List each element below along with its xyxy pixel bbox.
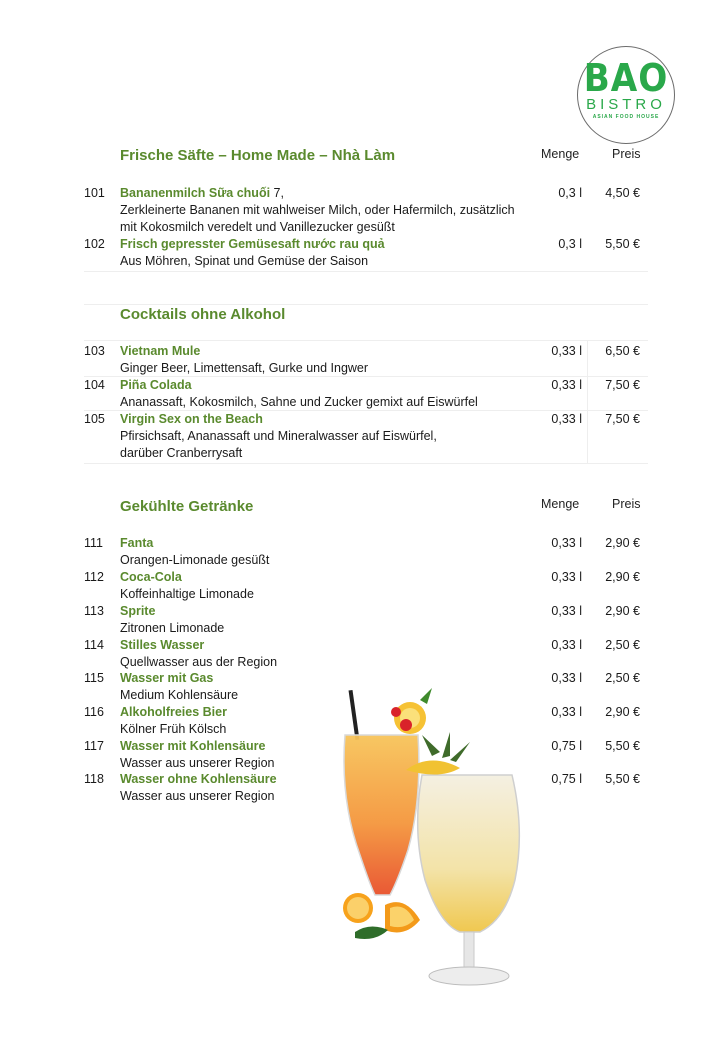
section-title-fresh-juices: Frische Säfte – Home Made – Nhà Làm: [120, 147, 396, 164]
divider: [84, 304, 648, 305]
divider: [84, 340, 648, 341]
item-price: 2,90 €: [605, 536, 640, 550]
item-description: Ananassaft, Kokosmilch, Sahne und Zucker gemixt auf Eiswürfel: [120, 395, 478, 409]
item-description-line2: darüber Cranberrysaft: [120, 446, 243, 460]
item-quantity: 0,3 l: [558, 186, 582, 200]
item-name: Vietnam Mule: [120, 344, 201, 358]
item-name: Wasser mit Kohlensäure: [120, 739, 266, 753]
item-price: 5,50 €: [605, 237, 640, 251]
item-name: Virgin Sex on the Beach: [120, 412, 263, 426]
item-price: 5,50 €: [605, 739, 640, 753]
divider: [84, 463, 648, 464]
item-number: 104: [84, 378, 105, 392]
item-description: Medium Kohlensäure: [120, 688, 239, 702]
column-header-quantity: Menge: [541, 147, 580, 161]
item-number: 105: [84, 412, 105, 426]
item-number: 101: [84, 186, 105, 200]
item-quantity: 0,33 l: [551, 570, 582, 584]
column-header-price: Preis: [612, 497, 641, 511]
item-description: Wasser aus unserer Region: [120, 756, 275, 770]
item-name: Fanta: [120, 536, 154, 550]
item-number: 112: [84, 570, 104, 584]
item-description: Koffeinhaltige Limonade: [120, 587, 254, 601]
logo-subtitle: ASIAN FOOD HOUSE: [592, 114, 660, 120]
item-price: 2,50 €: [605, 671, 640, 685]
item-description: Aus Möhren, Spinat und Gemüse der Saison: [120, 254, 369, 268]
cocktail-illustration: [330, 680, 530, 1000]
item-description: Wasser aus unserer Region: [120, 789, 275, 803]
item-name: Wasser mit Gas: [120, 671, 214, 685]
item-number: 113: [84, 604, 104, 618]
item-description: Zerkleinerte Bananen mit wahlweiser Milch, oder Hafermilch, zusätzlich: [120, 203, 515, 217]
item-price: 2,90 €: [605, 705, 640, 719]
item-description: Ginger Beer, Limettensaft, Gurke und Ingwer: [120, 361, 369, 375]
column-header-price: Preis: [612, 147, 641, 161]
item-quantity: 0,33 l: [551, 671, 582, 685]
item-name: Coca-Cola: [120, 570, 182, 584]
item-name: Wasser ohne Kohlensäure: [120, 772, 277, 786]
item-quantity: 0,33 l: [551, 536, 582, 550]
item-description: Kölner Früh Kölsch: [120, 722, 227, 736]
item-price: 2,50 €: [605, 638, 640, 652]
item-description: Zitronen Limonade: [120, 621, 225, 635]
item-price: 7,50 €: [605, 412, 640, 426]
item-quantity: 0,33 l: [551, 344, 582, 358]
item-name: Stilles Wasser: [120, 638, 205, 652]
item-description: Orangen-Limonade gesüßt: [120, 553, 270, 567]
item-price: 6,50 €: [605, 344, 640, 358]
item-quantity: 0,33 l: [551, 604, 582, 618]
item-quantity: 0,33 l: [551, 705, 582, 719]
item-quantity: 0,33 l: [551, 412, 582, 426]
divider: [84, 271, 648, 272]
section-title-chilled-drinks: Gekühlte Getränke: [120, 498, 254, 515]
item-price: 2,90 €: [605, 570, 640, 584]
logo-bistro: BISTRO: [586, 96, 666, 113]
item-name: Sprite: [120, 604, 156, 618]
item-number: 116: [84, 705, 104, 719]
item-price: 2,90 €: [605, 604, 640, 618]
item-quantity: 0,33 l: [551, 638, 582, 652]
item-number: 118: [84, 772, 104, 786]
item-quantity: 0,75 l: [551, 739, 582, 753]
item-number: 115: [84, 671, 104, 685]
item-price: 7,50 €: [605, 378, 640, 392]
logo-brand: BAO: [583, 56, 669, 100]
item-number: 114: [84, 638, 104, 652]
item-number: 102: [84, 237, 105, 251]
item-description-line2: mit Kokosmilch veredelt und Vanillezucker gesüßt: [120, 220, 395, 234]
section-title-cocktails: Cocktails ohne Alkohol: [120, 306, 286, 323]
item-number: 117: [84, 739, 104, 753]
item-number: 111: [84, 536, 104, 550]
item-number: 103: [84, 344, 105, 358]
item-quantity: 0,75 l: [551, 772, 582, 786]
item-quantity: 0,3 l: [558, 237, 582, 251]
item-name: Frisch gepresster Gemüsesaft nước rau quả: [120, 237, 385, 251]
item-name: Alkoholfreies Bier: [120, 705, 227, 719]
item-quantity: 0,33 l: [551, 378, 582, 392]
item-name: Piña Colada: [120, 378, 192, 392]
bao-bistro-logo: [577, 46, 675, 144]
column-divider: [587, 340, 588, 463]
item-description: Quellwasser aus der Region: [120, 655, 278, 669]
column-header-quantity: Menge: [541, 497, 580, 511]
item-description: Pfirsichsaft, Ananassaft und Mineralwasser auf Eiswürfel,: [120, 429, 437, 443]
item-price: 5,50 €: [605, 772, 640, 786]
item-name: Bananenmilch Sữa chuối 7,: [120, 186, 284, 200]
item-price: 4,50 €: [605, 186, 640, 200]
